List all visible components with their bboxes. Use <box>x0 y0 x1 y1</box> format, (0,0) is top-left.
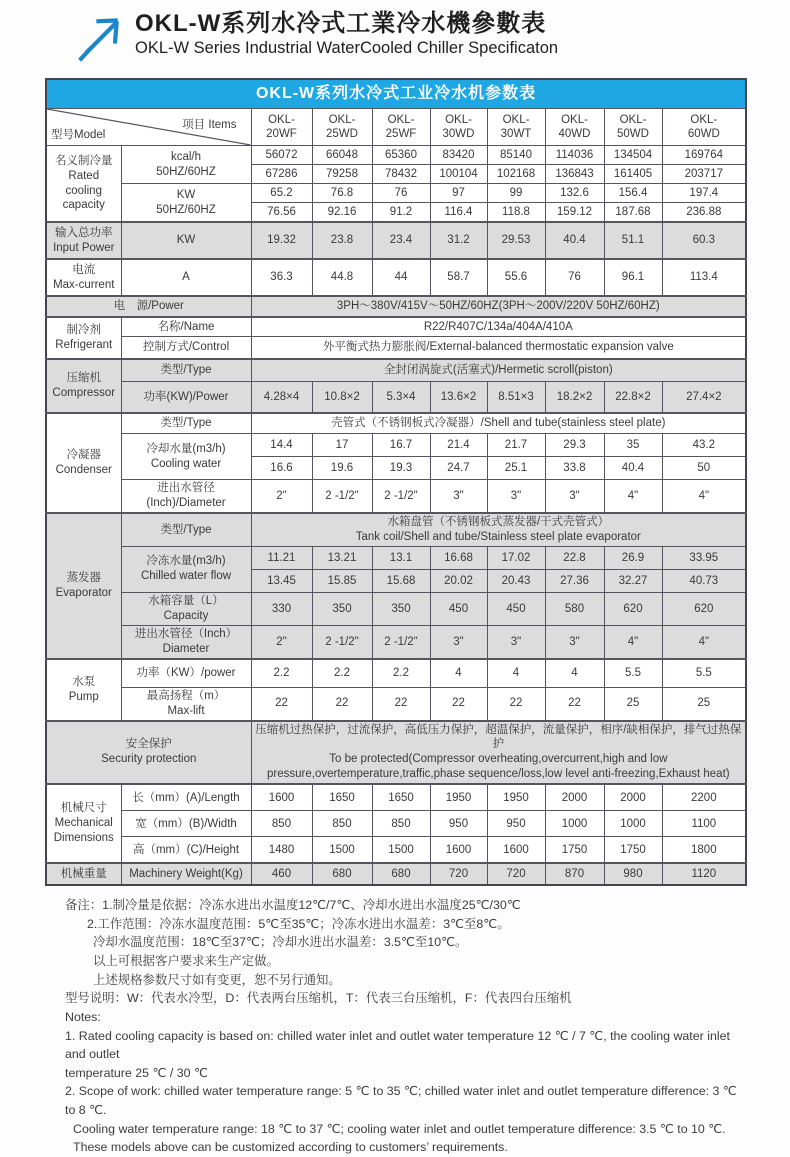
item-label-tank-capacity: 水箱容量（L） Capacity <box>121 592 251 625</box>
section-label-dimensions: 机械尺寸 Mechanical Dimensions <box>46 784 121 863</box>
value-cell: 26.9 <box>604 546 662 569</box>
value-cell: 620 <box>662 592 746 625</box>
note-line: These models above can be customized according to customers’ requirements. <box>73 1140 508 1155</box>
value-cell: 8.51×3 <box>487 382 545 414</box>
value-cell: 5.5 <box>662 659 746 688</box>
item-label-pump-lift: 最高扬程（m） Max-lift <box>121 687 251 720</box>
value-cell: 13.1 <box>372 546 430 569</box>
value-cell: 116.4 <box>430 203 487 223</box>
note-line: 备注：1.制冷量是依据：冷冻水进出水温度12℃/7℃、冷却水进出水温度25℃/30℃ <box>65 898 521 913</box>
value-cell: 17 <box>312 434 372 457</box>
refrigerant-control-value: 外平衡式热力膨胀阀/External-balanced thermostatic expansion valve <box>251 337 746 360</box>
value-cell: 1650 <box>372 784 430 811</box>
value-cell: 29.3 <box>545 434 604 457</box>
value-cell: 19.32 <box>251 222 312 259</box>
value-cell: 4" <box>662 625 746 658</box>
row-compressor-power <box>46 382 746 414</box>
model-header: OKL- 25WF <box>372 109 430 146</box>
value-cell: 21.7 <box>487 434 545 457</box>
value-cell: 2" <box>251 480 312 513</box>
value-cell: 15.68 <box>372 569 430 592</box>
item-label-type: 类型/Type <box>121 413 251 434</box>
value-cell: 76.8 <box>312 184 372 203</box>
value-cell: 100104 <box>430 165 487 184</box>
section-label-evaporator: 蒸发器 Evaporator <box>46 513 121 659</box>
value-cell: 1500 <box>372 837 430 864</box>
value-cell: 236.88 <box>662 203 746 223</box>
value-cell: 2 -1/2" <box>372 480 430 513</box>
row-security-protection <box>46 721 746 785</box>
value-cell: 50 <box>662 457 746 480</box>
value-cell: 22.8×2 <box>604 382 662 414</box>
brand-arrow-icon <box>73 12 129 64</box>
item-label-type: 类型/Type <box>121 359 251 382</box>
value-cell: 1480 <box>251 837 312 864</box>
note-line: 以上可根据客户要求来生产定做。 <box>93 954 279 969</box>
value-cell: 132.6 <box>545 184 604 203</box>
row-input-power <box>46 222 746 259</box>
model-header: OKL- 40WD <box>545 109 604 146</box>
value-cell: 22 <box>430 687 487 720</box>
power-source-value: 3PH～380V/415V～50HZ/60HZ(3PH～200V/220V 50HZ/60HZ) <box>251 296 746 317</box>
value-cell: 980 <box>604 863 662 885</box>
value-cell: 16.68 <box>430 546 487 569</box>
value-cell: 136843 <box>545 165 604 184</box>
title-block <box>135 10 558 58</box>
row-height <box>46 837 746 864</box>
row-power-source <box>46 296 746 317</box>
value-cell: 78432 <box>372 165 430 184</box>
row-compressor-type <box>46 359 746 382</box>
value-cell: 2.2 <box>251 659 312 688</box>
row-kcal-50hz <box>46 146 746 165</box>
value-cell: 25 <box>662 687 746 720</box>
value-cell: 118.8 <box>487 203 545 223</box>
item-label-name: 名称/Name <box>121 317 251 337</box>
corner-items-label: 项目 Items <box>182 119 237 131</box>
item-label-length: 长（mm）(A)/Length <box>121 784 251 811</box>
item-label-kcal: kcal/h 50HZ/60HZ <box>121 146 251 184</box>
value-cell: 1950 <box>487 784 545 811</box>
value-cell: 2 -1/2" <box>312 625 372 658</box>
value-cell: 16.7 <box>372 434 430 457</box>
value-cell: 13.21 <box>312 546 372 569</box>
section-label-security: 安全保护 Security protection <box>46 721 251 785</box>
value-cell: 91.2 <box>372 203 430 223</box>
value-cell: 35 <box>604 434 662 457</box>
value-cell: 19.3 <box>372 457 430 480</box>
value-cell: 1750 <box>545 837 604 864</box>
value-cell: 3" <box>545 480 604 513</box>
value-cell: 113.4 <box>662 259 746 296</box>
row-width <box>46 811 746 837</box>
value-cell: 76.56 <box>251 203 312 223</box>
value-cell: 2.2 <box>372 659 430 688</box>
model-header-row <box>46 109 746 146</box>
value-cell: 27.4×2 <box>662 382 746 414</box>
table-caption: OKL-W系列水冷式工业冷水机参数表 <box>46 79 746 109</box>
model-header: OKL- 50WD <box>604 109 662 146</box>
value-cell: 20.43 <box>487 569 545 592</box>
row-cooling-water-50hz <box>46 434 746 457</box>
item-label-pump-power: 功率（KW）/power <box>121 659 251 688</box>
value-cell: 67286 <box>251 165 312 184</box>
value-cell: 40.4 <box>604 457 662 480</box>
value-cell: 5.5 <box>604 659 662 688</box>
table-caption-row <box>46 79 746 109</box>
value-cell: 114036 <box>545 146 604 165</box>
value-cell: 20.02 <box>430 569 487 592</box>
value-cell: 460 <box>251 863 312 885</box>
value-cell: 850 <box>251 811 312 837</box>
corner-model-label: 型号Model <box>51 128 106 141</box>
item-label-kw: KW 50HZ/60HZ <box>121 184 251 223</box>
value-cell: 40.4 <box>545 222 604 259</box>
value-cell: 83420 <box>430 146 487 165</box>
value-cell: 1750 <box>604 837 662 864</box>
model-header: OKL- 30WT <box>487 109 545 146</box>
value-cell: 620 <box>604 592 662 625</box>
value-cell: 2200 <box>662 784 746 811</box>
value-cell: 65.2 <box>251 184 312 203</box>
value-cell: 22 <box>372 687 430 720</box>
value-cell: 76 <box>372 184 430 203</box>
row-kw-50hz <box>46 184 746 203</box>
item-label-chilled-water: 冷冻水量(m3/h) Chilled water flow <box>121 546 251 592</box>
value-cell: 580 <box>545 592 604 625</box>
value-cell: 51.1 <box>604 222 662 259</box>
row-condenser-diameter <box>46 480 746 513</box>
value-cell: 4" <box>662 480 746 513</box>
row-refrigerant-control <box>46 337 746 360</box>
value-cell: 720 <box>487 863 545 885</box>
value-cell: 22 <box>251 687 312 720</box>
item-label-compressor-power: 功率(KW)/Power <box>121 382 251 414</box>
value-cell: 159.12 <box>545 203 604 223</box>
note-line: Cooling water temperature range: 18 ℃ to 37 ℃; cooling water inlet and outlet temperature difference: 3.5 ℃ to 10 ℃. <box>73 1121 726 1136</box>
value-cell: 2 -1/2" <box>312 480 372 513</box>
value-cell: 23.4 <box>372 222 430 259</box>
security-protection-value: 压缩机过热保护，过流保护，高低压力保护，超温保护，流量保护，相序/缺相保护，排气过热保护 To be protected(Compressor overheating,overcurrent,high and low pressure,overtemperature,traffic,phase sequence/loss,low level anti-freezing,Exhaust heat) <box>251 721 746 785</box>
value-cell: 44.8 <box>312 259 372 296</box>
row-pump-power <box>46 659 746 688</box>
value-cell: 21.4 <box>430 434 487 457</box>
page-title-cn: OKL-W系列水冷式工業冷水機參數表 <box>135 10 547 37</box>
value-cell: 66048 <box>312 146 372 165</box>
note-line: 2. Scope of work: chilled water temperature range: 5 ℃ to 35 ℃; chilled water inlet and outlet temperature difference: 3 ℃ to 8 ℃. <box>65 1084 737 1117</box>
value-cell: 27.36 <box>545 569 604 592</box>
value-cell: 450 <box>430 592 487 625</box>
value-cell: 950 <box>487 811 545 837</box>
value-cell: 44 <box>372 259 430 296</box>
item-label-width: 宽（mm）(B)/Width <box>121 811 251 837</box>
section-label-max-current: 电流 Max-current <box>46 259 121 296</box>
value-cell: 450 <box>487 592 545 625</box>
spec-table <box>45 78 747 886</box>
value-cell: 4.28×4 <box>251 382 312 414</box>
value-cell: 5.3×4 <box>372 382 430 414</box>
value-cell: 1950 <box>430 784 487 811</box>
item-label-condenser-diameter: 进出水管径 (Inch)/Diameter <box>121 480 251 513</box>
item-label-control: 控制方式/Control <box>121 337 251 360</box>
note-line: 型号说明：W：代表水冷型，D：代表两台压缩机，T：代表三台压缩机，F：代表四台压缩机 <box>65 991 572 1006</box>
section-label-rated-cooling: 名义制冷量 Rated cooling capacity <box>46 146 121 223</box>
value-cell: 720 <box>430 863 487 885</box>
value-cell: 33.95 <box>662 546 746 569</box>
item-label-a-unit: A <box>121 259 251 296</box>
evaporator-type-value: 水箱盘管（不锈钢板式蒸发器/干式壳管式） Tank coil/Shell and tube/Stainless steel plate evaporator <box>251 513 746 547</box>
row-chilled-water-50hz <box>46 546 746 569</box>
value-cell: 3" <box>487 480 545 513</box>
value-cell: 156.4 <box>604 184 662 203</box>
value-cell: 350 <box>312 592 372 625</box>
value-cell: 2.2 <box>312 659 372 688</box>
value-cell: 17.02 <box>487 546 545 569</box>
value-cell: 850 <box>312 811 372 837</box>
value-cell: 56072 <box>251 146 312 165</box>
value-cell: 96.1 <box>604 259 662 296</box>
section-label-input-power: 输入总功率 Input Power <box>46 222 121 259</box>
row-refrigerant-name <box>46 317 746 337</box>
value-cell: 4 <box>430 659 487 688</box>
value-cell: 22 <box>487 687 545 720</box>
row-condenser-type <box>46 413 746 434</box>
note-line: 上述规格参数尺寸如有变更，恕不另行通知。 <box>93 972 341 987</box>
value-cell: 187.68 <box>604 203 662 223</box>
value-cell: 11.21 <box>251 546 312 569</box>
value-cell: 4 <box>545 659 604 688</box>
value-cell: 1500 <box>312 837 372 864</box>
model-header: OKL- 20WF <box>251 109 312 146</box>
note-line: 冷却水温度范围：18℃至37℃；冷却水进出水温差：3.5℃至10℃。 <box>93 935 468 950</box>
value-cell: 33.8 <box>545 457 604 480</box>
value-cell: 680 <box>312 863 372 885</box>
section-label-power-source: 电 源/Power <box>46 296 251 317</box>
value-cell: 1800 <box>662 837 746 864</box>
model-header: OKL- 30WD <box>430 109 487 146</box>
value-cell: 203717 <box>662 165 746 184</box>
value-cell: 22 <box>545 687 604 720</box>
value-cell: 58.7 <box>430 259 487 296</box>
value-cell: 18.2×2 <box>545 382 604 414</box>
value-cell: 680 <box>372 863 430 885</box>
value-cell: 3" <box>430 480 487 513</box>
value-cell: 65360 <box>372 146 430 165</box>
row-pump-lift <box>46 687 746 720</box>
note-line: Notes: <box>65 1009 101 1024</box>
row-tank-capacity <box>46 592 746 625</box>
value-cell: 31.2 <box>430 222 487 259</box>
row-evaporator-diameter <box>46 625 746 658</box>
value-cell: 1000 <box>604 811 662 837</box>
row-max-current <box>46 259 746 296</box>
value-cell: 92.16 <box>312 203 372 223</box>
item-label-weight: Machinery Weight(Kg) <box>121 863 251 885</box>
page-title-en: OKL-W Series Industrial WaterCooled Chiller Specificaton <box>135 38 559 57</box>
row-evaporator-type <box>46 513 746 547</box>
section-label-compressor: 压缩机 Compressor <box>46 359 121 413</box>
row-weight <box>46 863 746 885</box>
value-cell: 79258 <box>312 165 372 184</box>
refrigerant-name-value: R22/R407C/134a/404A/410A <box>251 317 746 337</box>
value-cell: 43.2 <box>662 434 746 457</box>
value-cell: 1100 <box>662 811 746 837</box>
item-label-evaporator-diameter: 进出水管径（Inch） Diameter <box>121 625 251 658</box>
model-header: OKL- 25WD <box>312 109 372 146</box>
value-cell: 55.6 <box>487 259 545 296</box>
value-cell: 19.6 <box>312 457 372 480</box>
value-cell: 102168 <box>487 165 545 184</box>
value-cell: 13.45 <box>251 569 312 592</box>
section-label-weight: 机械重量 <box>46 863 121 885</box>
value-cell: 3" <box>430 625 487 658</box>
note-line: 2.工作范围：冷冻水温度范围：5℃至35℃；冷冻水进出水温差：3℃至8℃。 <box>87 916 510 931</box>
value-cell: 36.3 <box>251 259 312 296</box>
value-cell: 330 <box>251 592 312 625</box>
item-label-kw-unit: KW <box>121 222 251 259</box>
item-label-height: 高（mm）(C)/Height <box>121 837 251 864</box>
note-line: temperature 25 ℃ / 30 ℃ <box>65 1065 208 1080</box>
value-cell: 4 <box>487 659 545 688</box>
value-cell: 2" <box>251 625 312 658</box>
value-cell: 29.53 <box>487 222 545 259</box>
section-label-condenser: 冷凝器 Condenser <box>46 413 121 513</box>
value-cell: 13.6×2 <box>430 382 487 414</box>
value-cell: 4" <box>604 625 662 658</box>
document-header <box>73 10 745 64</box>
condenser-type-value: 壳管式（不锈钢板式冷凝器）/Shell and tube(stainless steel plate) <box>251 413 746 434</box>
value-cell: 22.8 <box>545 546 604 569</box>
value-cell: 3" <box>487 625 545 658</box>
section-label-refrigerant: 制冷剂 Refrigerant <box>46 317 121 359</box>
value-cell: 32.27 <box>604 569 662 592</box>
corner-cell <box>46 109 251 146</box>
value-cell: 99 <box>487 184 545 203</box>
row-length <box>46 784 746 811</box>
value-cell: 850 <box>372 811 430 837</box>
value-cell: 15.85 <box>312 569 372 592</box>
item-label-type: 类型/Type <box>121 513 251 547</box>
compressor-type-value: 全封闭涡旋式(活塞式)/Hermetic scroll(piston) <box>251 359 746 382</box>
notes <box>65 896 745 1157</box>
value-cell: 1650 <box>312 784 372 811</box>
value-cell: 24.7 <box>430 457 487 480</box>
value-cell: 161405 <box>604 165 662 184</box>
value-cell: 950 <box>430 811 487 837</box>
item-label-cooling-water: 冷却水量(m3/h) Cooling water <box>121 434 251 480</box>
value-cell: 1000 <box>545 811 604 837</box>
value-cell: 870 <box>545 863 604 885</box>
value-cell: 25 <box>604 687 662 720</box>
value-cell: 134504 <box>604 146 662 165</box>
value-cell: 22 <box>312 687 372 720</box>
value-cell: 23.8 <box>312 222 372 259</box>
value-cell: 85140 <box>487 146 545 165</box>
value-cell: 97 <box>430 184 487 203</box>
value-cell: 76 <box>545 259 604 296</box>
value-cell: 60.3 <box>662 222 746 259</box>
value-cell: 1120 <box>662 863 746 885</box>
value-cell: 14.4 <box>251 434 312 457</box>
value-cell: 3" <box>545 625 604 658</box>
value-cell: 1600 <box>430 837 487 864</box>
note-line: 1. Rated cooling capacity is based on: chilled water inlet and outlet water temperature 12 ℃ / 7 ℃, the cooling water inlet and outlet <box>65 1028 730 1062</box>
model-header: OKL- 60WD <box>662 109 746 146</box>
value-cell: 1600 <box>487 837 545 864</box>
value-cell: 25.1 <box>487 457 545 480</box>
value-cell: 40.73 <box>662 569 746 592</box>
value-cell: 16.6 <box>251 457 312 480</box>
value-cell: 2000 <box>604 784 662 811</box>
value-cell: 1600 <box>251 784 312 811</box>
value-cell: 4" <box>604 480 662 513</box>
value-cell: 350 <box>372 592 430 625</box>
value-cell: 2 -1/2" <box>372 625 430 658</box>
value-cell: 169764 <box>662 146 746 165</box>
section-label-pump: 水泵 Pump <box>46 659 121 721</box>
value-cell: 197.4 <box>662 184 746 203</box>
value-cell: 2000 <box>545 784 604 811</box>
value-cell: 10.8×2 <box>312 382 372 414</box>
